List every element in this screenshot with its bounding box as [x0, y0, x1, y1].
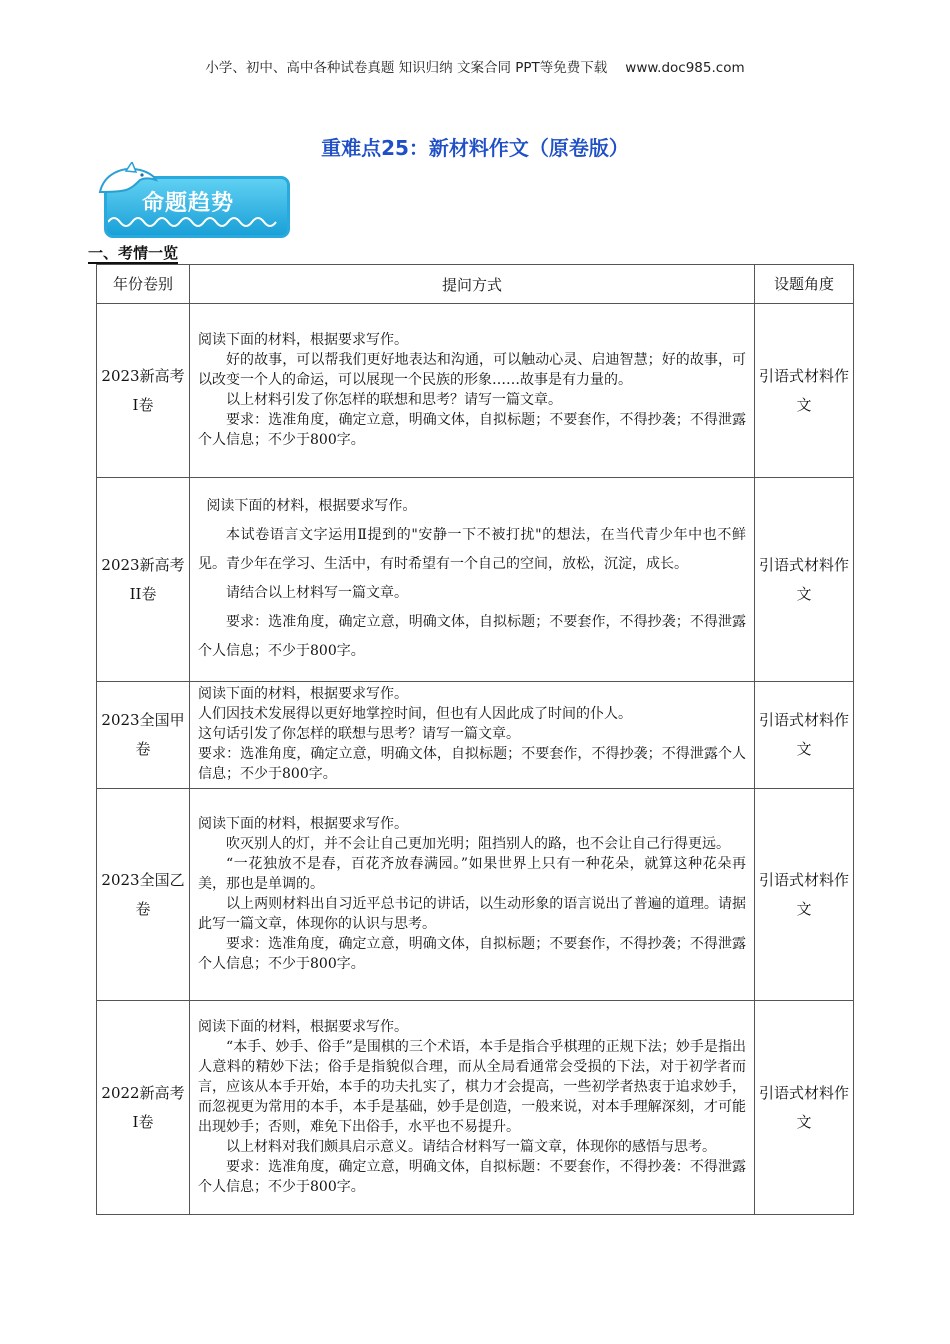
- table-row: [97, 304, 854, 478]
- table-row: [97, 1001, 854, 1215]
- cell-angle: 引语式材料作文: [755, 1001, 854, 1215]
- page-header: [0, 56, 950, 76]
- cell-question: [190, 1001, 755, 1215]
- question-para: 以上两则材料出自习近平总书记的讲话，以生动形象的语言说出了普遍的道理。请据此写一篇文章，体现你的认识与思考。: [198, 895, 746, 932]
- table-row: [97, 478, 854, 682]
- question-para: 这句话引发了你怎样的联想与思考？请写一篇文章。: [198, 726, 520, 742]
- cell-question: [190, 304, 755, 478]
- question-para: 要求：选准角度，确定立意，明确文体，自拟标题；不要套作，不得抄袭；不得泄露个人信息；不少于800字。: [198, 935, 746, 972]
- cell-angle: 引语式材料作文: [755, 478, 854, 682]
- question-para: 阅读下面的材料，根据要求写作。: [198, 686, 408, 702]
- question-para: 人们因技术发展得以更好地掌控时间，但也有人因此成了时间的仆人。: [198, 706, 632, 722]
- question-para: “一花独放不是春，百花齐放春满园。”如果世界上只有一种花朵，就算这种花朵再美，那也是单调的。: [198, 855, 746, 892]
- cell-question: [190, 682, 755, 789]
- question-para: 要求：选准角度，确定立意，明确文体，自拟标题；不要套作，不得抄袭；不得泄露个人信息；不少于800字。: [198, 411, 746, 448]
- cell-angle: 引语式材料作文: [755, 682, 854, 789]
- page-title: 重难点25：新材料作文（原卷版）: [321, 136, 629, 160]
- header-text: 小学、初中、高中各种试卷真题 知识归纳 文案合同 PPT等免费下载: [205, 60, 608, 76]
- question-para: 以上材料对我们颇具启示意义。请结合材料写一篇文章，体现你的感悟与思考。: [226, 1138, 716, 1155]
- dolphin-icon: [96, 162, 158, 202]
- table-row: [97, 682, 854, 789]
- table-row: [97, 789, 854, 1001]
- cell-angle: 引语式材料作文: [755, 789, 854, 1001]
- cell-year: 2023新高考II卷: [97, 478, 190, 682]
- question-para: 要求：选准角度，确定立意，明确文体，自拟标题；不要套作，不得抄袭；不得泄露个人信息；不少于800字。: [198, 613, 746, 659]
- cell-year: 2023全国乙卷: [97, 789, 190, 1001]
- question-para: 阅读下面的材料，根据要求写作。: [198, 815, 408, 832]
- question-para: 要求：选准角度，确定立意，明确文体，自拟标题；不要套作，不得抄袭；不得泄露个人信息；不少于800字。: [198, 746, 746, 782]
- header-url[interactable]: www.doc985.com: [625, 60, 745, 76]
- question-para: 好的故事，可以帮我们更好地表达和沟通，可以触动心灵、启迪智慧；好的故事，可以改变一个人的命运，可以展现一个民族的形象……故事是有力量的。: [198, 351, 746, 388]
- cell-year: 2022新高考I卷: [97, 1001, 190, 1215]
- section-heading: 一、考情一览: [88, 244, 179, 262]
- cell-angle: 引语式材料作文: [755, 304, 854, 478]
- cell-question: [190, 789, 755, 1001]
- cell-year: 2023新高考I卷: [97, 304, 190, 478]
- question-para: 阅读下面的材料，根据要求写作。: [206, 497, 417, 514]
- badge-label: 命题趋势: [142, 191, 235, 216]
- question-para: 要求：选准角度，确定立意，明确文体，自拟标题：不要套作，不得抄袭：不得泄露个人信息；不少于800字。: [198, 1158, 746, 1195]
- header-angle: 设题角度: [755, 265, 854, 304]
- question-para: 本试卷语言文字运用Ⅱ提到的"安静一下不被打扰"的想法，在当代青少年中也不鲜见。青少年在学习、生活中，有时希望有一个自己的空间，放松，沉淀，成长。: [198, 526, 746, 572]
- question-para: “本手、妙手、俗手”是围棋的三个术语，本手是指合乎棋理的正规下法；妙手是指出人意料的精妙下法；俗手是指貌似合理，而从全局看通常会受损的下法，对于初学者而言，应该从本手开始，本手的功夫扎实了，棋力才会提高，一些初学者热衷于追求妙手，而忽视更为常用的本手，本手是基础，妙手是创造，一般来说，对本手理解深刻，才可能出现妙手；否则，难免下出俗手，水平也不易提升。: [198, 1038, 746, 1135]
- question-para: 阅读下面的材料，根据要求写作。: [198, 331, 408, 348]
- question-para: 以上材料引发了你怎样的联想和思考？请写一篇文章。: [226, 391, 562, 408]
- cell-year: 2023全国甲卷: [97, 682, 190, 789]
- exam-table: [96, 264, 854, 1215]
- cell-question: [190, 478, 755, 682]
- question-para: 阅读下面的材料，根据要求写作。: [198, 1018, 408, 1035]
- header-year: 年份卷别: [97, 265, 190, 304]
- table-header-row: [97, 265, 854, 304]
- question-para: 请结合以上材料写一篇文章。: [226, 584, 408, 601]
- header-question: 提问方式: [190, 265, 755, 304]
- question-para: 吹灭别人的灯，并不会让自己更加光明；阻挡别人的路，也不会让自己行得更远。: [226, 835, 730, 852]
- topic-badge: [96, 162, 288, 240]
